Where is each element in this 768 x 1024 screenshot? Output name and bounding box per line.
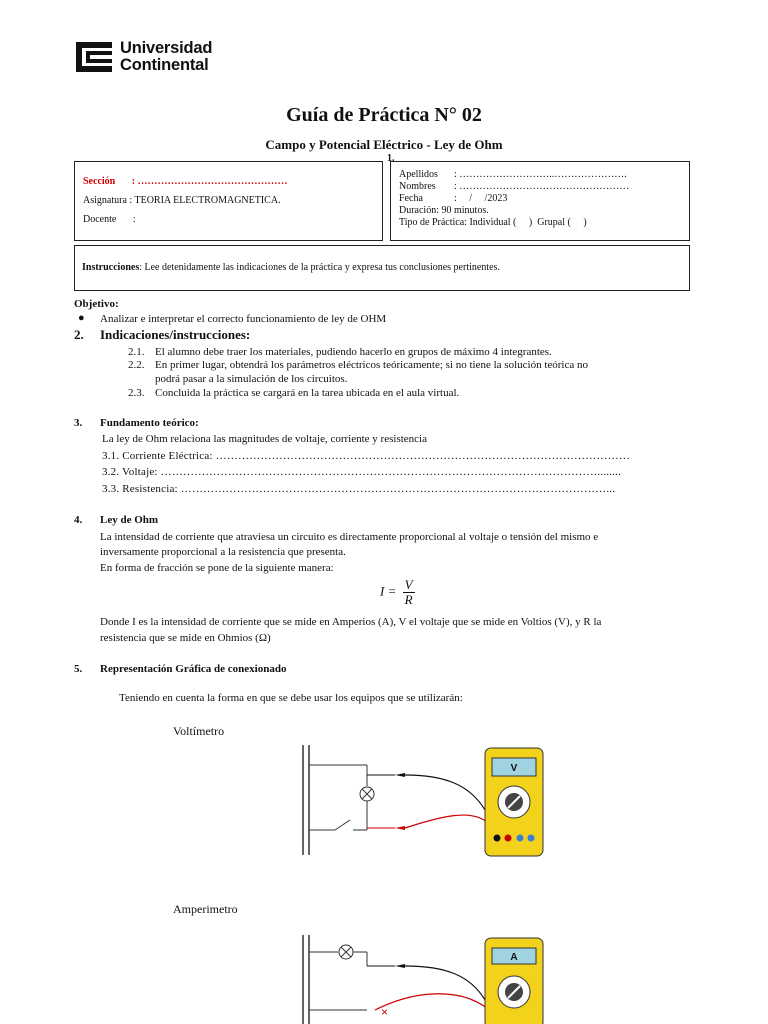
formula-numerator: V: [404, 577, 413, 592]
course-info-box: [74, 161, 383, 241]
section-3-item: 3.1. Corriente Eléctrica: …………………………………………………………………………………………………: [102, 450, 631, 462]
instructions-label: Instrucciones: [82, 262, 140, 273]
student-info-box: [390, 161, 690, 241]
section-2-item-num: 2.3.: [128, 387, 145, 399]
voltimetro-label: Voltímetro: [173, 724, 225, 738]
section-5-number: 5.: [74, 663, 83, 675]
formula-denominator: R: [404, 592, 413, 607]
section-3-item: 3.3. Resistencia: ……………………………………………………………………………………………………...: [102, 483, 616, 495]
seccion-label: Sección: [83, 176, 116, 187]
section-2-item-text: Concluida la práctica se cargará en la tarea ubicada en el aula virtual.: [155, 387, 460, 399]
section-4-paragraph: La intensidad de corriente que atraviesa un circuito es directamente proporcional al voltaje o tensión del mismo e: [100, 531, 599, 543]
formula-lhs: I =: [380, 583, 397, 599]
voltmeter-letter: V: [510, 763, 518, 774]
section-4-number: 4.: [74, 514, 83, 526]
duracion-field: Duración: 90 minutos.: [399, 205, 489, 216]
voltmeter-circuit-diagram: [295, 740, 550, 860]
nombres-label: Nombres: [399, 181, 436, 192]
docente-value: :: [132, 214, 136, 225]
objetivo-text: Analizar e interpretar el correcto funcionamiento de ley de OHM: [100, 313, 387, 325]
section-3-title: Fundamento teórico:: [100, 417, 199, 429]
subtitle-number: 1.: [387, 153, 395, 164]
probe-cross-icon: ×: [381, 1005, 389, 1019]
section-3-number: 3.: [74, 417, 83, 429]
university-logo-text: [120, 40, 212, 74]
apellidos-value: : ………………………..………………….: [454, 169, 627, 180]
ammeter-circuit-diagram: [295, 930, 550, 1024]
section-3-intro: La ley de Ohm relaciona las magnitudes de voltaje, corriente y resistencia: [102, 433, 427, 445]
instructions-box: [74, 245, 690, 291]
section-3-item: 3.2. Voltaje: ………………………………………………………………………………………………………........: [102, 466, 622, 478]
amperimetro-label: Amperimetro: [173, 902, 238, 916]
ohm-formula: [380, 578, 415, 607]
section-2-item-text: podrá pasar a la simulación de los circuitos.: [155, 373, 348, 385]
section-4-paragraph: Donde I es la intensidad de corriente que se mide en Amperios (A), V el voltaje que se mide en Voltios (V), y R la: [100, 616, 602, 628]
section-2-item-num: 2.1.: [128, 346, 145, 358]
ammeter-letter: A: [510, 952, 518, 963]
section-2-item-text: El alumno debe traer los materiales, pudiendo hacerlo en grupos de máximo 4 integrantes.: [155, 346, 552, 358]
logo-line-2: Continental: [120, 56, 209, 74]
seccion-value: : ………………………………………: [131, 176, 288, 187]
nombres-value: : ……………………………………………: [454, 181, 630, 192]
section-2-number: 2.: [74, 327, 84, 342]
university-logo-icon: [72, 40, 116, 74]
section-2-item-num: 2.2.: [128, 359, 145, 371]
tipo-practica-field: Tipo de Práctica: Individual ( ) Grupal ( ): [399, 217, 587, 228]
docente-label: Docente: [83, 214, 117, 225]
fecha-value: : / /2023: [454, 193, 508, 204]
asignatura-field: Asignatura : TEORIA ELECTROMAGNETICA.: [83, 195, 281, 206]
logo-line-1: Universidad: [120, 39, 213, 57]
objetivo-bullet-icon: ●: [78, 312, 85, 324]
section-4-title: Ley de Ohm: [100, 514, 159, 526]
section-4-paragraph: resistencia que se mide en Ohmios (Ω): [100, 632, 271, 644]
section-4-paragraph: inversamente proporcional a la resistencia que presenta.: [100, 546, 346, 558]
section-5-title: Representación Gráfica de conexionado: [100, 663, 287, 675]
section-5-intro: Teniendo en cuenta la forma en que se debe usar los equipos que se utilizarán:: [119, 692, 463, 704]
apellidos-label: Apellidos: [399, 169, 438, 180]
instructions-text: : Lee detenidamente las indicaciones de la práctica y expresa tus conclusiones pertinentes.: [139, 262, 500, 273]
ammeter-icon: [485, 938, 543, 1024]
section-2-title: Indicaciones/instrucciones:: [100, 327, 251, 342]
objetivo-label: Objetivo:: [74, 298, 119, 310]
fecha-label: Fecha: [399, 193, 423, 204]
page-title: Guía de Práctica N° 02: [286, 104, 482, 126]
section-4-paragraph: En forma de fracción se pone de la siguiente manera:: [100, 562, 334, 574]
page-subtitle: Campo y Potencial Eléctrico - Ley de Ohm: [265, 137, 503, 152]
section-2-item-text: En primer lugar, obtendrá los parámetros eléctricos teóricamente; si no tiene la solución teórica no: [155, 359, 588, 371]
